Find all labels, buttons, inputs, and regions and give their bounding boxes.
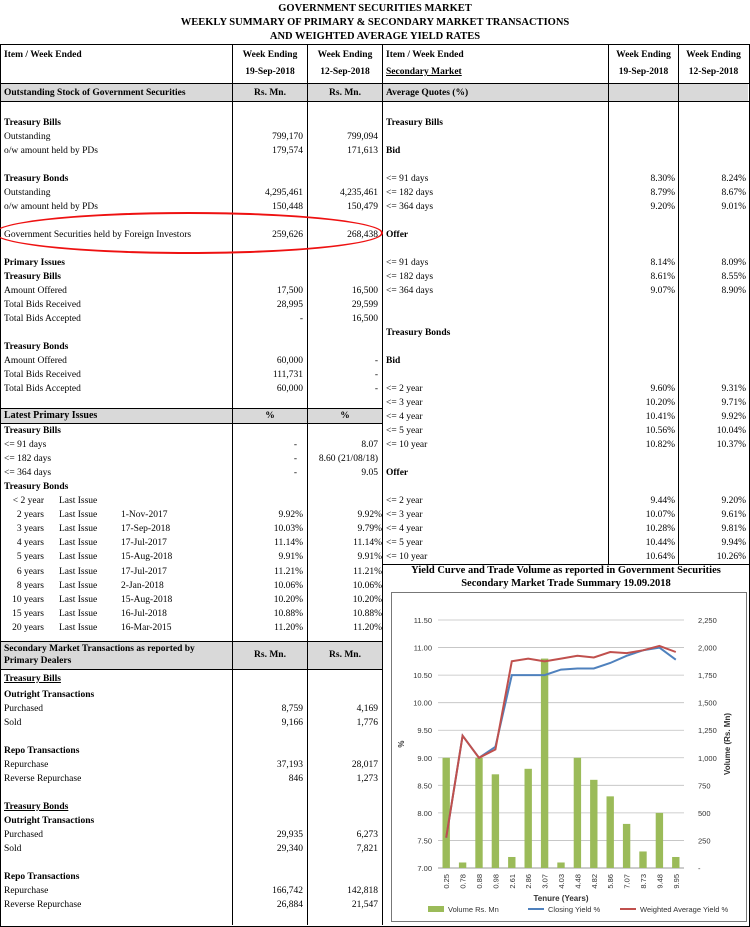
secondary-row-week2: 6,273 [356,830,378,840]
stock-row-label: Primary Issues [4,258,65,268]
stock-row-label: Total Bids Received [4,370,81,380]
quote-row-week2: 9.94% [721,538,746,548]
row-divider [0,101,749,102]
volume-bar [590,780,597,868]
chart-subtitle: Secondary Market Trade Summary 19.09.2018 [461,578,671,589]
row-divider [0,669,383,670]
secondary-row-week1: 29,935 [276,830,303,840]
secondary-row-label: Outright Transactions [4,816,95,826]
stock-row-value-week2: - [374,384,378,394]
latest-bond-tenor: 20 years [12,622,44,633]
latest-bond-tenor: 10 years [12,594,44,605]
secondary-section-title-2: Primary Dealers [4,656,72,666]
avg-quotes-title: Average Quotes (%) [386,88,469,98]
quote-row-label: <= 182 days [386,188,434,198]
latest-bond-week1: 11.21% [274,566,303,577]
stock-row-value-week2: - [374,356,378,366]
right-col-header-week2: Week Ending [686,50,741,60]
latest-bond-date: 17-Sep-2018 [121,524,171,535]
x-tick-label: 4.82 [589,874,599,889]
secondary-row-label: Reverse Repurchase [4,774,82,784]
quote-row-week1: 10.44% [645,538,675,548]
stock-row-label: Amount Offered [4,356,67,366]
latest-bond-date: 16-Mar-2015 [121,622,172,633]
secondary-row-week1: 29,340 [276,844,303,854]
quote-row-label: <= 3 year [386,510,423,520]
quote-row-label: <= 91 days [386,258,429,268]
latest-bond-date: 1-Nov-2017 [121,510,168,521]
stock-row-value-week2: 29,599 [351,300,378,310]
y2-tick-label: 2,000 [698,643,717,653]
volume-bar [541,659,548,868]
quote-row-week2: 9.31% [721,384,746,394]
stock-row-value-week1: 799,170 [272,132,303,142]
latest-bond-week2: 9.92% [357,510,382,521]
stock-row-label: Total Bids Accepted [4,384,81,394]
quote-row-label: <= 182 days [386,272,434,282]
secondary-row-label: Sold [4,844,22,854]
quote-row-week2: 8.55% [721,272,746,282]
quote-row-label: <= 2 year [386,384,423,394]
secondary-row-week2: 28,017 [351,760,378,770]
latest-bill-label: <= 91 days [4,440,47,450]
secondary-row-label: Treasury Bills [4,674,61,684]
latest-bill-week2: 8.60 (21/08/18) [318,454,378,464]
x-tick-label: 0.88 [475,874,484,889]
latest-bill-week1: - [293,454,297,464]
col-divider [232,44,233,925]
latest-bond-date: 2-Jan-2018 [121,580,164,591]
latest-bills-label: Treasury Bills [4,426,61,436]
latest-bond-week1: 10.06% [273,580,303,591]
latest-bond-tenor: 6 years [16,566,44,577]
latest-bond-week1: 10.20% [273,594,303,605]
quote-row-week1: 10.64% [645,552,675,562]
quote-row-week2: 9.71% [721,398,746,408]
stock-row-label: Amount Offered [4,286,67,296]
x-tick-label: 2.61 [507,874,517,889]
secondary-row-week2: 1,776 [356,718,378,728]
stock-row-value-week2: 171,613 [347,146,378,156]
secondary-row-week1: 8,759 [281,704,303,714]
quote-row-week2: 10.37% [716,440,746,450]
report-subtitle: WEEKLY SUMMARY OF PRIMARY & SECONDARY MARKET TRANSACTIONS [180,17,570,28]
stock-row-label: Treasury Bonds [4,342,69,352]
stock-row-label: o/w amount held by PDs [4,146,98,156]
latest-bill-label: <= 182 days [4,454,52,464]
latest-bond-week1: 11.20% [274,622,303,633]
latest-bond-week1: 10.88% [273,608,303,619]
row-divider [0,641,383,642]
quote-row-week1: 10.41% [645,412,675,422]
stock-row-value-week1: 60,000 [276,384,303,394]
y2-tick-label: 1,000 [698,753,717,763]
row-divider [0,408,383,409]
latest-bond-week2: 10.20% [352,594,382,605]
right-col-header-week1-date: 19-Sep-2018 [618,67,669,77]
unit-label: Rs. Mn. [329,650,361,660]
x-axis-title: Tenure (Years) [533,894,589,903]
unit-label: Rs. Mn. [329,88,361,98]
stock-row-value-week2: 799,094 [347,132,378,142]
unit-label: Rs. Mn. [254,650,286,660]
x-tick-label: 9.48 [655,874,665,889]
quote-row-week1: 9.20% [650,202,675,212]
y-tick-label: 9.50 [417,726,432,736]
quote-row-week2: 9.81% [721,524,746,534]
yield-volume-chart [391,592,747,922]
secondary-row-label: Sold [4,718,22,728]
latest-bond-date: 17-Jul-2017 [121,538,167,549]
latest-bond-date: 15-Aug-2018 [121,552,173,563]
quote-row-label: Offer [386,468,409,478]
quote-row-week2: 9.01% [721,202,746,212]
stock-row-value-week2: 150,479 [347,202,378,212]
secondary-row-week1: 9,166 [281,718,303,728]
secondary-row-label: Repurchase [4,760,49,770]
latest-bond-last-issue: Last Issue [59,594,98,605]
chart-title: Yield Curve and Trade Volume as reported in Government Securities [411,565,721,576]
latest-bonds-label: Treasury Bonds [4,482,69,492]
volume-bar [492,774,499,868]
volume-bar [639,851,646,868]
volume-bar [623,824,630,868]
stock-row-label: Government Securities held by Foreign Investors [4,230,192,240]
right-col-header-item: Item / Week Ended [386,50,464,60]
latest-bond-tenor: 5 years [16,552,44,563]
quote-row-label: <= 10 year [386,440,428,450]
secondary-row-label: Repo Transactions [4,746,80,756]
volume-bar [508,857,515,868]
latest-bond-last-issue: Last Issue [59,608,98,619]
stock-row-label: o/w amount held by PDs [4,202,98,212]
quote-row-label: <= 364 days [386,286,434,296]
secondary-section-title: Secondary Market Transactions as reported by [4,644,195,654]
quote-row-week2: 8.09% [721,258,746,268]
quote-row-label: <= 2 year [386,496,423,506]
pct-header: % [340,411,350,421]
latest-bond-last-issue: Last Issue [59,580,98,591]
quote-row-label: <= 5 year [386,426,423,436]
stock-row-value-week2: - [374,370,378,380]
stock-row-value-week2: 16,500 [351,314,378,324]
quote-row-week1: 10.20% [645,398,675,408]
quote-row-week1: 9.60% [650,384,675,394]
quote-row-week2: 10.26% [716,552,746,562]
x-tick-label: 0.25 [442,874,452,889]
x-tick-label: 5.86 [606,874,616,889]
secondary-market-header: Secondary Market [386,67,462,77]
latest-bond-week1: 9.91% [278,552,303,563]
latest-bill-week1: - [293,468,297,478]
quote-row-week2: 8.24% [721,174,746,184]
quote-row-week1: 9.44% [650,496,675,506]
latest-bond-date: 16-Jul-2018 [121,608,167,619]
x-tick-label: 0.78 [458,874,468,889]
stock-row-label: Treasury Bonds [4,174,69,184]
latest-bond-last-issue: Last Issue [59,552,98,563]
secondary-row-label: Purchased [4,704,44,714]
volume-bar [557,862,564,868]
volume-bar [607,796,614,868]
latest-section-title: Latest Primary Issues [4,410,98,421]
quote-row-week2: 10.04% [716,426,746,436]
x-tick-label: 2.86 [524,874,534,889]
legend-label-volume: Volume Rs. Mn [448,905,499,914]
y-axis-title: % [397,740,406,748]
y-tick-label: 10.00 [413,698,432,708]
volume-bar [525,769,532,868]
latest-bond-week1: 11.14% [274,538,303,549]
stock-row-label: Total Bids Accepted [4,314,81,324]
y-tick-label: 11.50 [413,616,432,625]
quote-row-label: <= 3 year [386,398,423,408]
quote-row-label: <= 91 days [386,174,429,184]
quote-row-label: <= 4 year [386,412,423,422]
secondary-row-label: Treasury Bonds [4,802,69,812]
stock-row-value-week1: 28,995 [276,300,303,310]
quote-row-week1: 8.79% [650,188,675,198]
y2-tick-label: 2,250 [698,616,717,625]
stock-row-value-week1: 179,574 [272,146,303,156]
latest-bond-week2: 9.91% [357,552,382,563]
right-col-header-week1: Week Ending [616,50,671,60]
quote-row-week1: 10.07% [645,510,675,520]
quote-row-label: <= 364 days [386,202,434,212]
x-tick-label: 9.95 [671,874,681,889]
col-divider [608,44,609,564]
legend-swatch-volume [428,906,444,912]
latest-bond-week1: 9.92% [278,510,303,521]
col-header-week2-date: 12-Sep-2018 [320,67,370,77]
latest-bond-tenor: 3 years [16,524,44,535]
x-tick-label: 3.07 [540,874,550,889]
secondary-row-week1: 37,193 [276,760,303,770]
col-divider [382,44,383,925]
quote-row-week1: 9.07% [650,286,675,296]
quote-row-label: Bid [386,146,401,156]
pct-header: % [265,411,275,421]
row-divider [0,423,383,424]
latest-bond-last-issue: Last Issue [59,538,98,549]
latest-bill-label: <= 364 days [4,468,52,478]
col-divider [678,44,679,564]
x-tick-label: 0.98 [491,874,501,889]
latest-bond-week2: 11.14% [353,538,382,549]
secondary-row-label: Outright Transactions [4,690,95,700]
y2-tick-label: - [698,864,701,873]
latest-bill-week1: - [293,440,297,450]
y2-tick-label: 1,500 [698,698,717,708]
quote-row-label: Treasury Bills [386,118,443,128]
quote-row-label: <= 10 year [386,552,428,562]
stock-row-value-week2: 16,500 [351,286,378,296]
latest-bond-date: 17-Jul-2017 [121,566,167,577]
y2-axis-title: Volume (Rs. Mn) [723,712,732,776]
legend-label-weighted: Weighted Average Yield % [640,905,729,914]
latest-bond-last-issue: Last Issue [59,622,98,633]
secondary-row-label: Repo Transactions [4,872,80,882]
report-title: GOVERNMENT SECURITIES MARKET [278,3,472,14]
x-tick-label: 7.07 [622,874,632,889]
stock-row-value-week1: 150,448 [272,202,303,212]
stock-section-title: Outstanding Stock of Government Securities [4,88,186,98]
quote-row-week2: 9.92% [721,412,746,422]
right-col-header-week2-date: 12-Sep-2018 [688,67,739,77]
y2-tick-label: 500 [698,808,711,818]
latest-bill-week2: 9.05 [361,468,378,478]
quote-row-week1: 8.14% [650,258,675,268]
quote-row-week1: 8.61% [650,272,675,282]
quote-row-label: Treasury Bonds [386,328,451,338]
stock-row-value-week1: 259,626 [272,230,303,240]
latest-bond-week2: 10.06% [352,580,382,591]
latest-bond-tenor: 2 years [16,510,44,521]
quote-row-label: <= 5 year [386,538,423,548]
y-tick-label: 7.50 [417,836,432,846]
quote-row-week2: 8.67% [721,188,746,198]
y-tick-label: 7.00 [417,864,432,873]
latest-bond-date: 15-Aug-2018 [121,594,173,605]
volume-bar [459,862,466,868]
latest-bond-week2: 9.79% [357,524,382,535]
y-tick-label: 10.50 [413,671,432,681]
stock-row-label: Outstanding [4,188,51,198]
y2-tick-label: 1,750 [698,671,717,681]
report-subtitle-2: AND WEIGHTED AVERAGE YIELD RATES [269,31,481,42]
secondary-row-week1: 166,742 [272,886,303,896]
latest-bond-week1: 10.03% [273,524,303,535]
secondary-row-label: Purchased [4,830,44,840]
col-header-week1-date: 19-Sep-2018 [245,67,295,77]
quote-row-label: Offer [386,230,409,240]
col-header-week1: Week Ending [242,50,298,60]
x-tick-label: 4.48 [573,874,583,889]
x-tick-label: 4.03 [557,874,566,889]
volume-bar [672,857,679,868]
y2-tick-label: 250 [698,836,711,846]
secondary-row-week2: 21,547 [351,900,378,910]
quote-row-week1: 10.56% [645,426,675,436]
volume-bar [656,813,663,868]
latest-bill-week2: 8.07 [361,440,378,450]
stock-row-value-week1: 17,500 [276,286,303,296]
secondary-row-week2: 1,273 [356,774,378,784]
volume-bar [475,758,482,868]
stock-row-value-week1: - [299,314,303,324]
legend-label-closing: Closing Yield % [548,905,601,914]
secondary-row-week2: 4,169 [356,704,378,714]
col-divider [307,44,308,925]
secondary-row-week1: 846 [288,774,303,784]
latest-bond-last-issue: Last Issue [59,496,98,506]
y-tick-label: 8.50 [417,781,432,791]
y2-tick-label: 750 [698,781,711,791]
latest-bond-last-issue: Last Issue [59,524,98,535]
y-tick-label: 9.00 [417,753,432,763]
latest-bond-last-issue: Last Issue [59,566,98,577]
stock-row-value-week2: 4,235,461 [340,188,378,198]
col-header-week2: Week Ending [317,50,373,60]
quote-row-week1: 10.82% [645,440,675,450]
latest-bond-week2: 11.21% [353,566,382,577]
stock-row-label: Total Bids Received [4,300,81,310]
y2-tick-label: 1,250 [698,726,717,736]
stock-row-label: Treasury Bills [4,118,61,128]
volume-bar [443,758,450,868]
latest-bond-tenor: 4 years [16,538,44,549]
quote-row-week2: 9.20% [721,496,746,506]
latest-bond-week2: 11.20% [353,622,382,633]
stock-row-value-week1: 111,731 [272,370,303,380]
unit-label: Rs. Mn. [254,88,286,98]
quote-row-week1: 8.30% [650,174,675,184]
row-divider [0,83,749,84]
latest-bond-tenor: 15 years [12,608,44,619]
secondary-row-label: Reverse Repurchase [4,900,82,910]
quote-row-week1: 10.28% [645,524,675,534]
latest-bond-tenor: 8 years [16,580,44,591]
x-tick-label: 8.73 [639,874,648,889]
stock-row-value-week1: 60,000 [276,356,303,366]
secondary-row-label: Repurchase [4,886,49,896]
chart-svg [392,593,746,921]
latest-bond-tenor: < 2 year [12,496,44,506]
latest-bond-last-issue: Last Issue [59,510,98,521]
stock-row-value-week2: 268,438 [347,230,378,240]
col-header-item: Item / Week Ended [4,50,82,60]
stock-row-value-week1: 4,295,461 [265,188,303,198]
quote-row-week2: 8.90% [721,286,746,296]
secondary-row-week2: 142,818 [347,886,378,896]
stock-row-label: Outstanding [4,132,51,142]
quote-row-week2: 9.61% [721,510,746,520]
stock-row-label: Treasury Bills [4,272,61,282]
highlight-oval [0,212,383,254]
latest-bond-week2: 10.88% [352,608,382,619]
quote-row-label: Bid [386,356,401,366]
y-tick-label: 8.00 [417,808,432,818]
y-tick-label: 11.00 [413,643,432,653]
secondary-row-week2: 7,821 [356,844,378,854]
secondary-row-week1: 26,884 [276,900,303,910]
volume-bar [574,758,581,868]
quote-row-label: <= 4 year [386,524,423,534]
